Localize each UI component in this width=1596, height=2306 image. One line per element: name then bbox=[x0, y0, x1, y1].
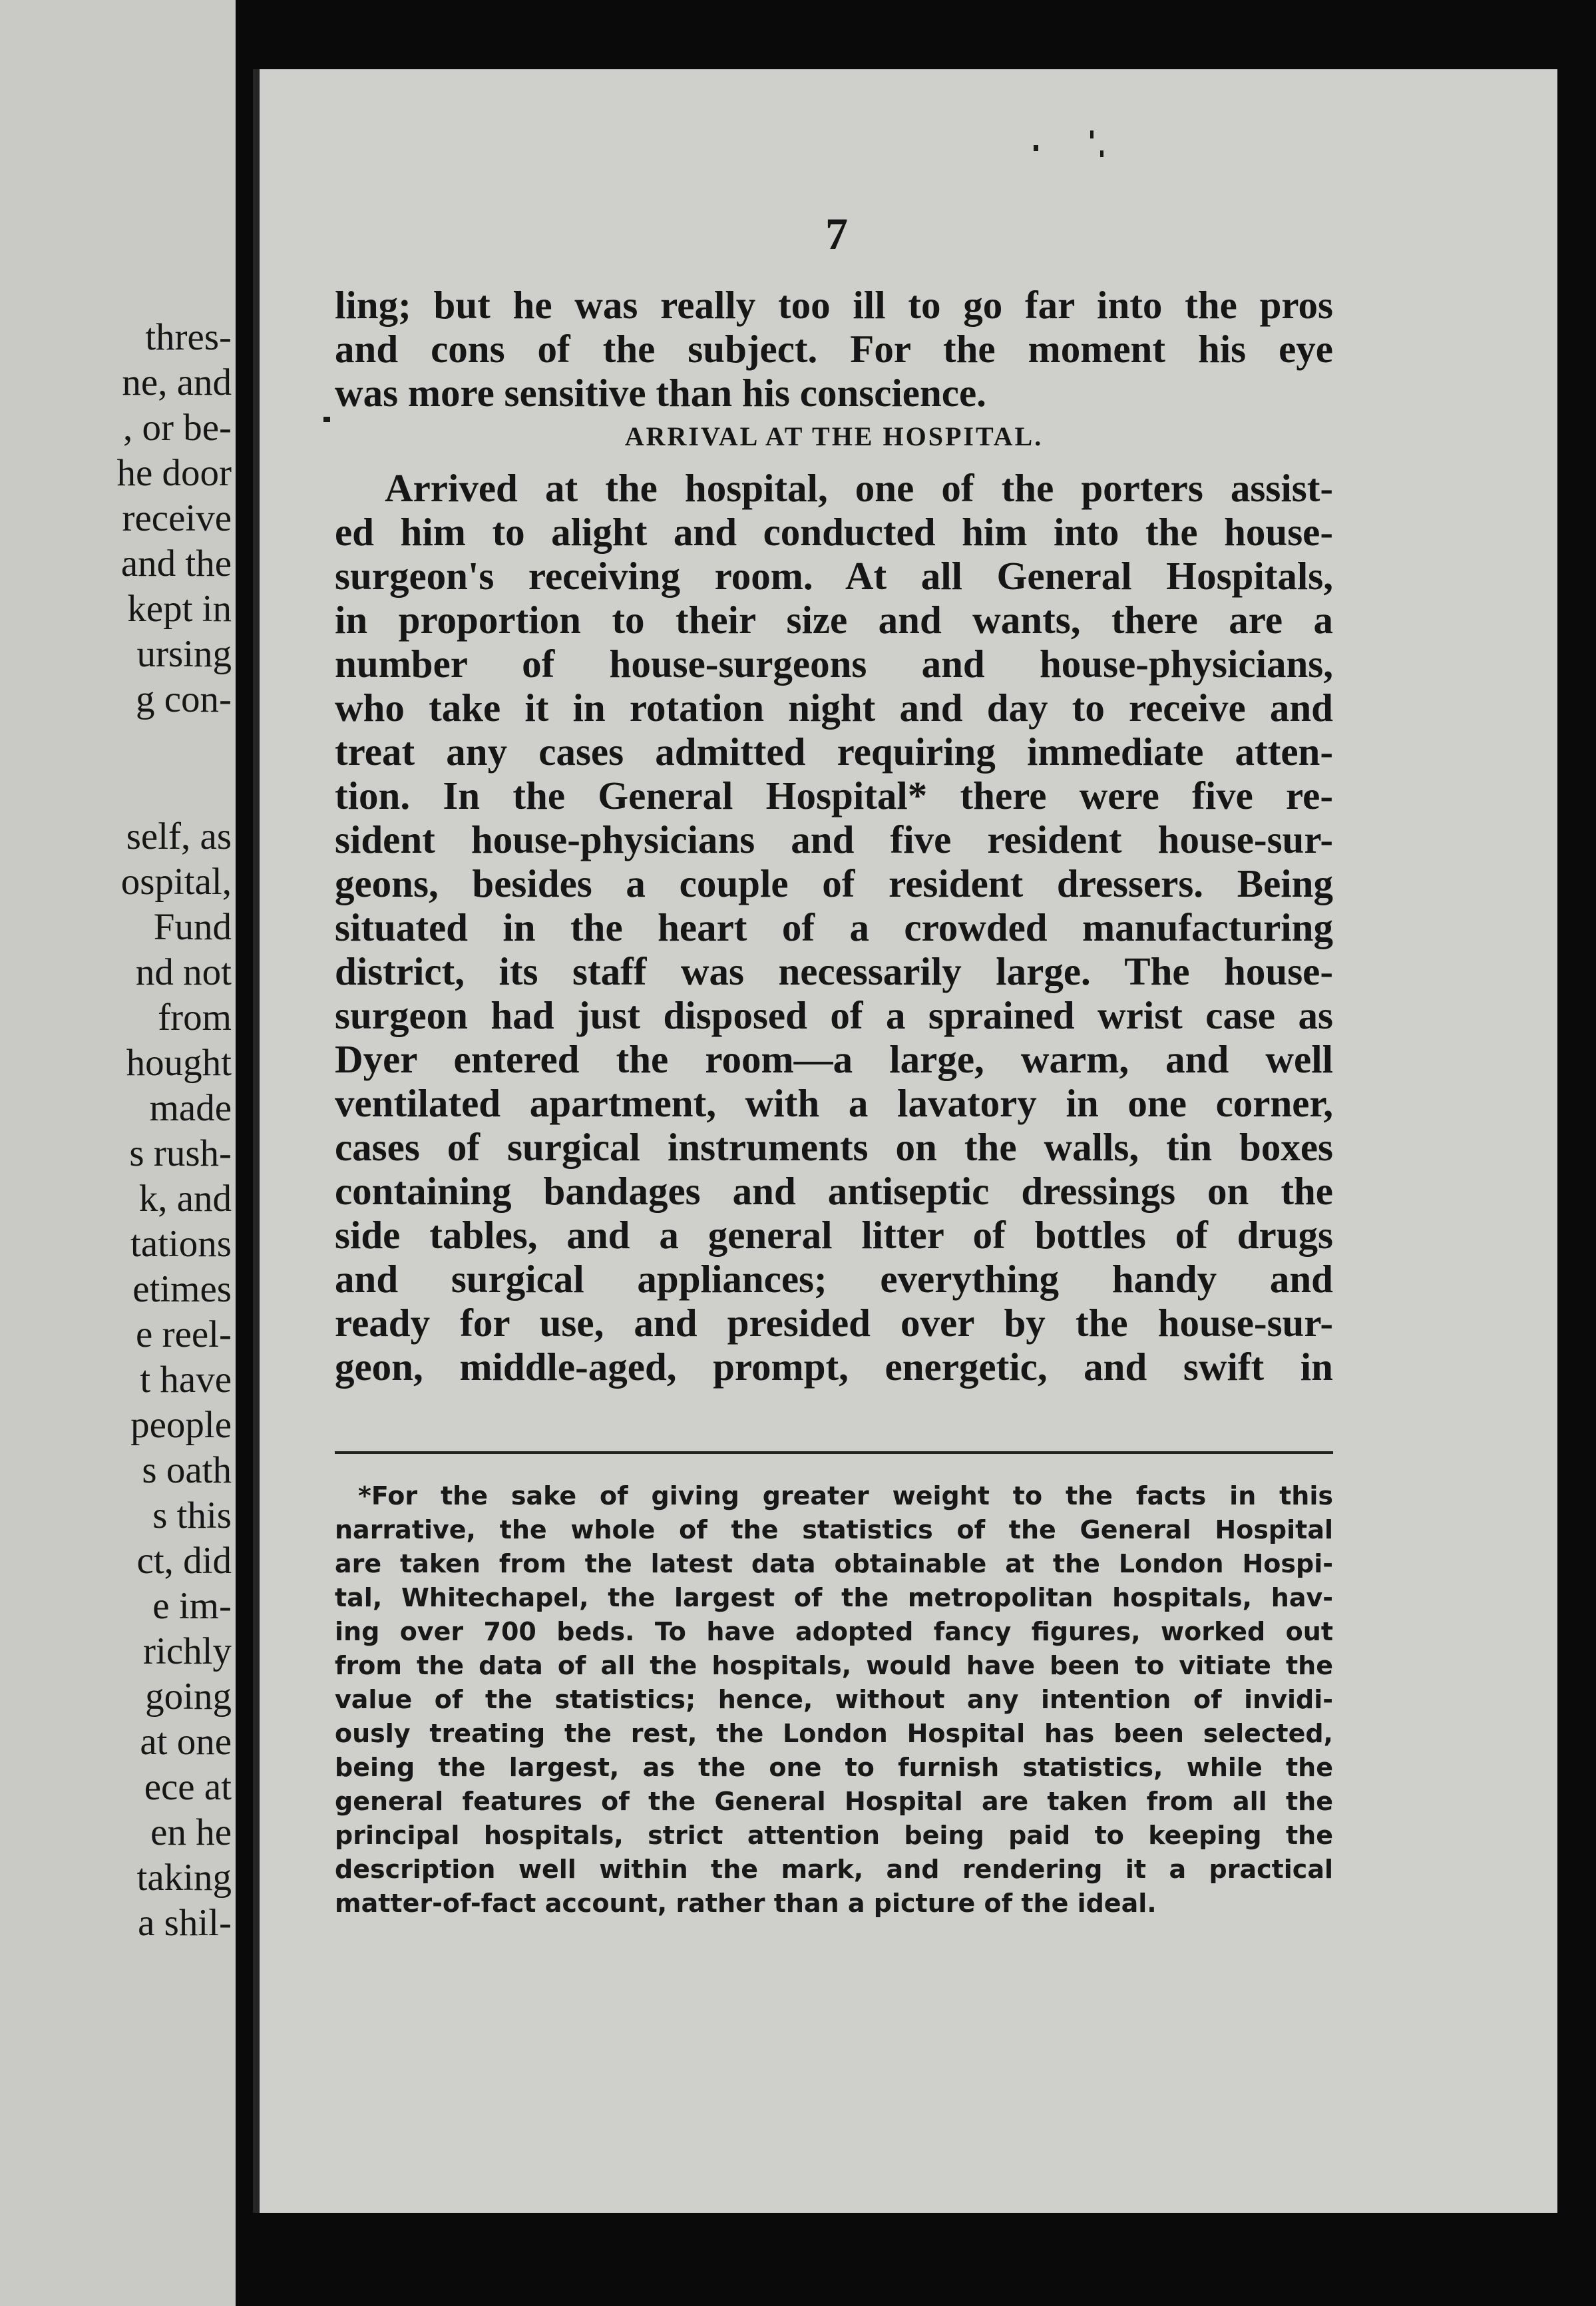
footnote-line: tal, Whitechapel, the largest of the metropolitan hospitals, hav- bbox=[335, 1583, 1333, 1612]
body-text-line: sident house-physicians and five resident house-sur- bbox=[335, 817, 1333, 861]
body-text-line: ed him to alight and conducted him into the house- bbox=[335, 510, 1333, 554]
footnote-line: are taken from the latest data obtainable at the London Hospi- bbox=[335, 1549, 1333, 1578]
footnote-line: description well within the mark, and rendering it a practical bbox=[335, 1855, 1333, 1884]
facing-page-line: s rush- bbox=[129, 1132, 232, 1174]
section-heading: ARRIVAL AT THE HOSPITAL. bbox=[624, 421, 1044, 451]
footnote-line: being the largest, as the one to furnish statistics, while the bbox=[335, 1753, 1333, 1782]
facing-page-line: hought bbox=[126, 1042, 232, 1084]
facing-page-line: ne, and bbox=[122, 361, 232, 403]
body-text-line: side tables, and a general litter of bottles of drugs bbox=[335, 1213, 1333, 1257]
ink-speck bbox=[1034, 145, 1038, 151]
body-text-line: ling; but he was really too ill to go far into the pros bbox=[335, 283, 1333, 327]
body-text-line: containing bandages and antiseptic dressings on the bbox=[335, 1169, 1333, 1213]
facing-page-line: nd not bbox=[135, 951, 232, 993]
ink-speck bbox=[1100, 150, 1103, 157]
facing-page-line: people bbox=[130, 1404, 232, 1446]
body-text-line: situated in the heart of a crowded manufacturing bbox=[335, 905, 1333, 949]
facing-page-line: en he bbox=[150, 1811, 232, 1853]
page-number: 7 bbox=[825, 208, 848, 259]
body-text-line: Arrived at the hospital, one of the porters assist- bbox=[385, 466, 1333, 510]
body-text-line: treat any cases admitted requiring immediate atten- bbox=[335, 730, 1333, 774]
facing-page-line: thres- bbox=[145, 316, 232, 358]
body-text-line: in proportion to their size and wants, there are a bbox=[335, 598, 1333, 642]
body-text-line: who take it in rotation night and day to receive and bbox=[335, 686, 1333, 730]
facing-page-line: kept in bbox=[127, 588, 232, 630]
body-text-line: was more sensitive than his conscience. bbox=[335, 371, 986, 415]
facing-page-line: he door bbox=[116, 452, 232, 494]
body-text-line: and surgical appliances; everything handy and bbox=[335, 1257, 1333, 1301]
page-gutter bbox=[236, 0, 253, 2306]
facing-page-line: made bbox=[149, 1087, 232, 1129]
footnote-divider bbox=[335, 1451, 1333, 1454]
facing-page-line: ece at bbox=[144, 1766, 232, 1808]
footnote-line: from the data of all the hospitals, would have been to vitiate the bbox=[335, 1651, 1333, 1680]
body-text-line: ready for use, and presided over by the house-sur- bbox=[335, 1301, 1333, 1345]
body-text-line: surgeon had just disposed of a sprained wrist case as bbox=[335, 993, 1333, 1037]
body-text-line: number of house-surgeons and house-physicians, bbox=[335, 642, 1333, 686]
facing-page-line: from bbox=[158, 997, 232, 1038]
body-text-line: district, its staff was necessarily large. The house- bbox=[335, 949, 1333, 993]
facing-page-line: e im- bbox=[152, 1585, 232, 1627]
body-text-line: surgeon's receiving room. At all General Hospitals, bbox=[335, 554, 1333, 598]
facing-page-line: receive bbox=[122, 497, 232, 539]
body-text-line: tion. In the General Hospital* there were five re- bbox=[335, 774, 1333, 817]
facing-page-line: at one bbox=[140, 1721, 232, 1763]
footnote-line: narrative, the whole of the statistics of the General Hospital bbox=[335, 1515, 1333, 1544]
facing-page-line: and the bbox=[120, 543, 232, 584]
facing-page-line: ospital, bbox=[120, 861, 232, 903]
facing-page bbox=[0, 0, 236, 2306]
body-text-line: cases of surgical instruments on the walls, tin boxes bbox=[335, 1125, 1333, 1169]
body-text-line: geon, middle-aged, prompt, energetic, and swift in bbox=[335, 1345, 1333, 1389]
footnote-line: ously treating the rest, the London Hospital has been selected, bbox=[335, 1719, 1333, 1748]
footnote-line: *For the sake of giving greater weight to the facts in this bbox=[358, 1481, 1333, 1510]
facing-page-line: etimes bbox=[132, 1268, 232, 1310]
facing-page-line: a shil- bbox=[138, 1902, 232, 1944]
facing-page-line: ct, did bbox=[136, 1540, 232, 1582]
facing-page-line: richly bbox=[143, 1630, 232, 1672]
facing-page-line: s oath bbox=[142, 1449, 232, 1491]
body-text-line: and cons of the subject. For the moment his eye bbox=[335, 327, 1333, 371]
facing-page-line: self, as bbox=[126, 815, 232, 857]
footnote-line: principal hospitals, strict attention being paid to keeping the bbox=[335, 1821, 1333, 1850]
facing-page-line: taking bbox=[136, 1857, 232, 1899]
facing-page-line: g con- bbox=[135, 678, 232, 720]
footnote-line: general features of the General Hospital are taken from all the bbox=[335, 1787, 1333, 1816]
footnote-line: matter-of-fact account, rather than a picture of the ideal. bbox=[335, 1889, 1157, 1918]
ink-speck bbox=[1090, 130, 1094, 138]
body-text-line: Dyer entered the room—a large, warm, and well bbox=[335, 1037, 1333, 1081]
body-text-line: geons, besides a couple of resident dressers. Being bbox=[335, 861, 1333, 905]
footnote-line: value of the statistics; hence, without any intention of invidi- bbox=[335, 1685, 1333, 1714]
facing-page-line: k, and bbox=[138, 1178, 232, 1220]
facing-page-line: e reel- bbox=[136, 1313, 232, 1355]
ink-speck bbox=[323, 417, 330, 422]
facing-page-line: going bbox=[145, 1676, 232, 1718]
facing-page-line: s this bbox=[152, 1495, 232, 1536]
facing-page-line: ursing bbox=[136, 633, 232, 675]
facing-page-line: , or be- bbox=[122, 407, 232, 449]
facing-page-line: tations bbox=[130, 1223, 232, 1265]
body-text-line: ventilated apartment, with a lavatory in one corner, bbox=[335, 1081, 1333, 1125]
facing-page-line: Fund bbox=[153, 906, 232, 948]
facing-page-line: t have bbox=[140, 1359, 232, 1401]
footnote-line: ing over 700 beds. To have adopted fancy figures, worked out bbox=[335, 1617, 1333, 1646]
